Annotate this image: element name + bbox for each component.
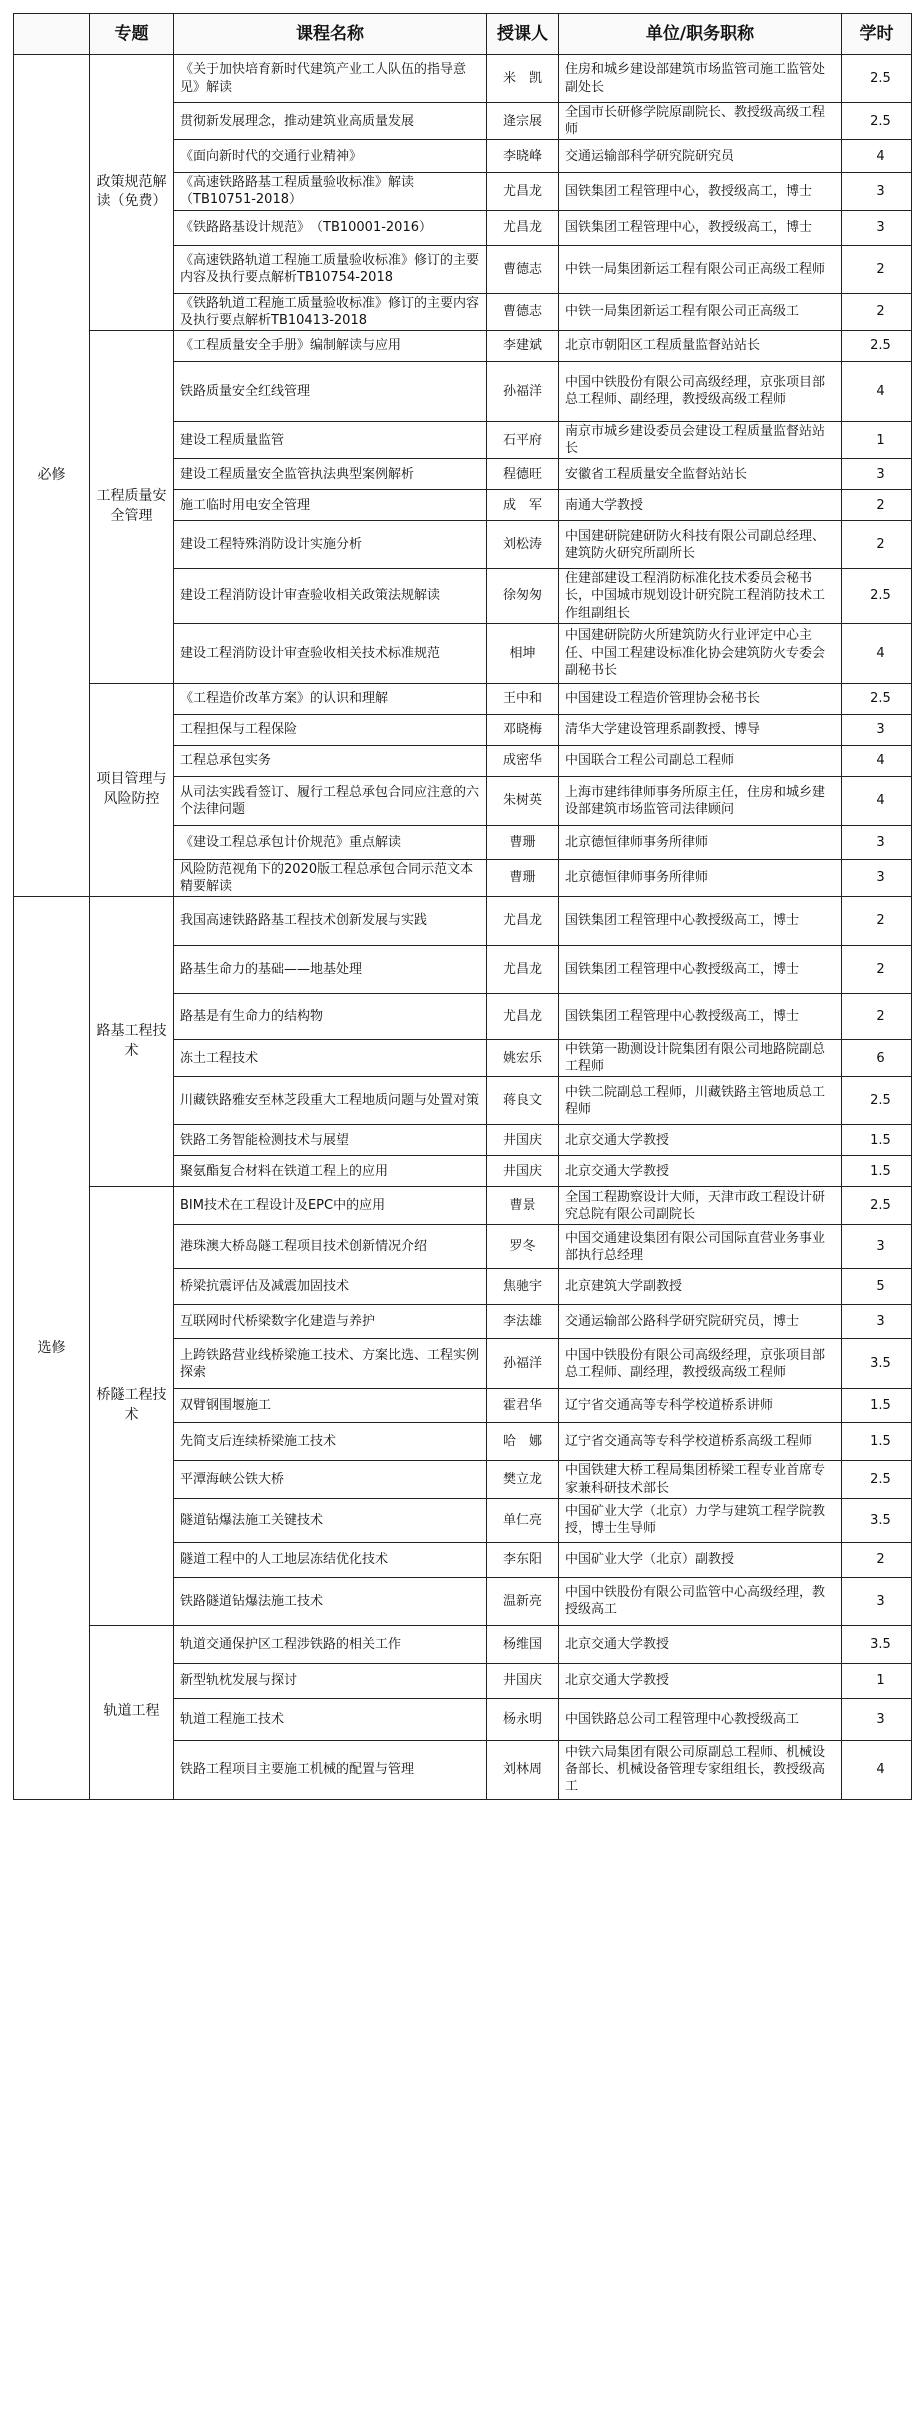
hours-cell: 2.5 xyxy=(842,683,912,714)
hours-cell: 3 xyxy=(842,1225,912,1269)
unit-title-cell: 住建部建设工程消防标准化技术委员会秘书长，中国城市规划设计研究院工程消防技术工作组副组长 xyxy=(559,569,842,623)
table-row xyxy=(14,1625,912,1663)
hours-cell: 3 xyxy=(842,459,912,490)
teacher-cell: 朱树英 xyxy=(487,776,559,825)
unit-title-cell: 北京市朝阳区工程质量监督站站长 xyxy=(559,330,842,361)
unit-title-cell: 中国建研院防火所建筑防火行业评定中心主任、中国工程建设标准化协会建筑防火专委会副秘书长 xyxy=(559,623,842,683)
unit-title-cell: 国铁集团工程管理中心教授级高工，博士 xyxy=(559,994,842,1040)
hours-cell: 4 xyxy=(842,623,912,683)
course-name-cell: 施工临时用电安全管理 xyxy=(174,490,487,521)
teacher-cell: 罗冬 xyxy=(487,1225,559,1269)
course-name-cell: 川藏铁路雅安至林芝段重大工程地质问题与处置对策 xyxy=(174,1077,487,1125)
hours-cell: 3 xyxy=(842,210,912,245)
hours-cell: 2.5 xyxy=(842,569,912,623)
hours-cell: 2 xyxy=(842,946,912,994)
hours-cell: 3.5 xyxy=(842,1339,912,1389)
unit-title-cell: 北京交通大学教授 xyxy=(559,1156,842,1187)
teacher-cell: 樊立龙 xyxy=(487,1461,559,1498)
hours-cell: 2 xyxy=(842,994,912,1040)
teacher-cell: 曹德志 xyxy=(487,245,559,293)
unit-title-cell: 全国市长研修学院原副院长、教授级高级工程师 xyxy=(559,103,842,140)
unit-title-cell: 辽宁省交通高等专科学校道桥系高级工程师 xyxy=(559,1423,842,1461)
hours-cell: 3 xyxy=(842,859,912,896)
hours-cell: 1 xyxy=(842,1663,912,1698)
course-table xyxy=(13,13,912,1800)
hours-cell: 3 xyxy=(842,1698,912,1740)
course-name-cell: 《关于加快培育新时代建筑产业工人队伍的指导意见》解读 xyxy=(174,55,487,103)
unit-title-cell: 交通运输部公路科学研究院研究员，博士 xyxy=(559,1305,842,1339)
unit-title-cell: 中国矿业大学（北京）副教授 xyxy=(559,1542,842,1577)
unit-title-cell: 中国铁路总公司工程管理中心教授级高工 xyxy=(559,1698,842,1740)
teacher-cell: 王中和 xyxy=(487,683,559,714)
teacher-cell: 徐匆匆 xyxy=(487,569,559,623)
teacher-cell: 姚宏乐 xyxy=(487,1040,559,1077)
unit-title-cell: 中国联合工程公司副总工程师 xyxy=(559,745,842,776)
course-name-cell: 铁路质量安全红线管理 xyxy=(174,361,487,421)
course-name-cell: BIM技术在工程设计及EPC中的应用 xyxy=(174,1187,487,1225)
teacher-cell: 霍君华 xyxy=(487,1389,559,1423)
teacher-cell: 杨维国 xyxy=(487,1625,559,1663)
course-name-cell: 《高速铁路轨道工程施工质量验收标准》修订的主要内容及执行要点解析TB10754-2018 xyxy=(174,245,487,293)
unit-title-cell: 北京交通大学教授 xyxy=(559,1663,842,1698)
header-course-name: 课程名称 xyxy=(174,14,487,55)
unit-title-cell: 安徽省工程质量安全监督站站长 xyxy=(559,459,842,490)
teacher-cell: 尤昌龙 xyxy=(487,994,559,1040)
hours-cell: 3 xyxy=(842,825,912,859)
unit-title-cell: 中国铁建大桥工程局集团桥梁工程专业首席专家兼科研技术部长 xyxy=(559,1461,842,1498)
unit-title-cell: 中国建设工程造价管理协会秘书长 xyxy=(559,683,842,714)
course-name-cell: 《工程造价改革方案》的认识和理解 xyxy=(174,683,487,714)
course-name-cell: 互联网时代桥梁数字化建造与养护 xyxy=(174,1305,487,1339)
course-name-cell: 《工程质量安全手册》编制解读与应用 xyxy=(174,330,487,361)
unit-title-cell: 中铁二院副总工程师，川藏铁路主管地质总工程师 xyxy=(559,1077,842,1125)
hours-cell: 2 xyxy=(842,897,912,946)
unit-title-cell: 中国中铁股份有限公司高级经理，京张项目部总工程师、副经理，教授级高级工程师 xyxy=(559,361,842,421)
hours-cell: 1.5 xyxy=(842,1389,912,1423)
course-name-cell: 轨道交通保护区工程涉铁路的相关工作 xyxy=(174,1625,487,1663)
teacher-cell: 尤昌龙 xyxy=(487,173,559,210)
teacher-cell: 李建斌 xyxy=(487,330,559,361)
hours-cell: 3 xyxy=(842,1305,912,1339)
hours-cell: 1.5 xyxy=(842,1156,912,1187)
unit-title-cell: 中铁第一勘测设计院集团有限公司地路院副总工程师 xyxy=(559,1040,842,1077)
course-name-cell: 港珠澳大桥岛隧工程项目技术创新情况介绍 xyxy=(174,1225,487,1269)
hours-cell: 3 xyxy=(842,714,912,745)
unit-title-cell: 南京市城乡建设委员会建设工程质量监督站站长 xyxy=(559,421,842,458)
topic-cell: 桥隧工程技术 xyxy=(90,1187,174,1625)
course-name-cell: 冻土工程技术 xyxy=(174,1040,487,1077)
unit-title-cell: 国铁集团工程管理中心，教授级高工，博士 xyxy=(559,210,842,245)
hours-cell: 3.5 xyxy=(842,1498,912,1542)
teacher-cell: 曹景 xyxy=(487,1187,559,1225)
table-row xyxy=(14,897,912,946)
course-name-cell: 建设工程质量安全监管执法典型案例解析 xyxy=(174,459,487,490)
hours-cell: 3 xyxy=(842,173,912,210)
teacher-cell: 米 凯 xyxy=(487,55,559,103)
hours-cell: 2.5 xyxy=(842,1077,912,1125)
course-name-cell: 建设工程质量监管 xyxy=(174,421,487,458)
course-name-cell: 聚氨酯复合材料在铁道工程上的应用 xyxy=(174,1156,487,1187)
unit-title-cell: 中国中铁股份有限公司监管中心高级经理，教授级高工 xyxy=(559,1577,842,1625)
teacher-cell: 李东阳 xyxy=(487,1542,559,1577)
unit-title-cell: 中国矿业大学（北京）力学与建筑工程学院教授，博士生导师 xyxy=(559,1498,842,1542)
hours-cell: 2.5 xyxy=(842,103,912,140)
course-name-cell: 贯彻新发展理念，推动建筑业高质量发展 xyxy=(174,103,487,140)
teacher-cell: 石平府 xyxy=(487,421,559,458)
unit-title-cell: 北京交通大学教授 xyxy=(559,1625,842,1663)
teacher-cell: 尤昌龙 xyxy=(487,946,559,994)
unit-title-cell: 北京德恒律师事务所律师 xyxy=(559,859,842,896)
teacher-cell: 曹德志 xyxy=(487,293,559,330)
teacher-cell: 单仁亮 xyxy=(487,1498,559,1542)
teacher-cell: 尤昌龙 xyxy=(487,210,559,245)
category-cell: 选修 xyxy=(14,897,90,1800)
teacher-cell: 李晓峰 xyxy=(487,140,559,173)
hours-cell: 1.5 xyxy=(842,1125,912,1156)
unit-title-cell: 上海市建纬律师事务所原主任，住房和城乡建设部建筑市场监管司法律顾问 xyxy=(559,776,842,825)
course-name-cell: 从司法实践看签订、履行工程总承包合同应注意的六个法律问题 xyxy=(174,776,487,825)
hours-cell: 4 xyxy=(842,361,912,421)
header-topic: 专题 xyxy=(90,14,174,55)
course-name-cell: 双臂钢围堰施工 xyxy=(174,1389,487,1423)
teacher-cell: 曹珊 xyxy=(487,859,559,896)
teacher-cell: 井国庆 xyxy=(487,1125,559,1156)
course-name-cell: 风险防范视角下的2020版工程总承包合同示范文本精要解读 xyxy=(174,859,487,896)
teacher-cell: 刘松涛 xyxy=(487,521,559,569)
course-name-cell: 路基是有生命力的结构物 xyxy=(174,994,487,1040)
topic-cell: 工程质量安全管理 xyxy=(90,330,174,683)
unit-title-cell: 辽宁省交通高等专科学校道桥系讲师 xyxy=(559,1389,842,1423)
course-name-cell: 轨道工程施工技术 xyxy=(174,1698,487,1740)
hours-cell: 1 xyxy=(842,421,912,458)
course-name-cell: 《铁路轨道工程施工质量验收标准》修订的主要内容及执行要点解析TB10413-2018 xyxy=(174,293,487,330)
hours-cell: 2 xyxy=(842,490,912,521)
course-name-cell: 我国高速铁路路基工程技术创新发展与实践 xyxy=(174,897,487,946)
unit-title-cell: 南通大学教授 xyxy=(559,490,842,521)
table-row xyxy=(14,1187,912,1225)
header-row xyxy=(14,14,912,55)
hours-cell: 2 xyxy=(842,521,912,569)
course-name-cell: 建设工程消防设计审查验收相关政策法规解读 xyxy=(174,569,487,623)
hours-cell: 3 xyxy=(842,1577,912,1625)
unit-title-cell: 国铁集团工程管理中心，教授级高工，博士 xyxy=(559,173,842,210)
course-name-cell: 工程担保与工程保险 xyxy=(174,714,487,745)
unit-title-cell: 住房和城乡建设部建筑市场监管司施工监管处副处长 xyxy=(559,55,842,103)
unit-title-cell: 北京德恒律师事务所律师 xyxy=(559,825,842,859)
teacher-cell: 哈 娜 xyxy=(487,1423,559,1461)
hours-cell: 6 xyxy=(842,1040,912,1077)
teacher-cell: 刘林周 xyxy=(487,1740,559,1799)
teacher-cell: 成 军 xyxy=(487,490,559,521)
unit-title-cell: 全国工程勘察设计大师，天津市政工程设计研究总院有限公司副院长 xyxy=(559,1187,842,1225)
topic-cell: 政策规范解读（免费） xyxy=(90,55,174,331)
teacher-cell: 成密华 xyxy=(487,745,559,776)
course-name-cell: 《铁路路基设计规范》 （TB10001-2016） xyxy=(174,210,487,245)
teacher-cell: 孙福洋 xyxy=(487,361,559,421)
teacher-cell: 尤昌龙 xyxy=(487,897,559,946)
teacher-cell: 相坤 xyxy=(487,623,559,683)
unit-title-cell: 中国中铁股份有限公司高级经理，京张项目部总工程师、副经理，教授级高级工程师 xyxy=(559,1339,842,1389)
course-name-cell: 上跨铁路营业线桥梁施工技术、方案比选、工程实例探索 xyxy=(174,1339,487,1389)
unit-title-cell: 交通运输部科学研究院研究员 xyxy=(559,140,842,173)
course-name-cell: 新型轨枕发展与探讨 xyxy=(174,1663,487,1698)
course-name-cell: 隧道工程中的人工地层冻结优化技术 xyxy=(174,1542,487,1577)
course-name-cell: 隧道钻爆法施工关键技术 xyxy=(174,1498,487,1542)
topic-cell: 路基工程技术 xyxy=(90,897,174,1187)
teacher-cell: 井国庆 xyxy=(487,1663,559,1698)
hours-cell: 4 xyxy=(842,776,912,825)
hours-cell: 3.5 xyxy=(842,1625,912,1663)
teacher-cell: 逄宗展 xyxy=(487,103,559,140)
hours-cell: 2.5 xyxy=(842,1187,912,1225)
table-row xyxy=(14,330,912,361)
course-name-cell: 平潭海峡公铁大桥 xyxy=(174,1461,487,1498)
course-name-cell: 工程总承包实务 xyxy=(174,745,487,776)
hours-cell: 5 xyxy=(842,1269,912,1305)
teacher-cell: 邓晓梅 xyxy=(487,714,559,745)
hours-cell: 2.5 xyxy=(842,1461,912,1498)
hours-cell: 4 xyxy=(842,1740,912,1799)
teacher-cell: 焦驰宇 xyxy=(487,1269,559,1305)
topic-cell: 轨道工程 xyxy=(90,1625,174,1799)
unit-title-cell: 北京交通大学教授 xyxy=(559,1125,842,1156)
unit-title-cell: 国铁集团工程管理中心教授级高工，博士 xyxy=(559,946,842,994)
hours-cell: 4 xyxy=(842,140,912,173)
course-name-cell: 《建设工程总承包计价规范》重点解读 xyxy=(174,825,487,859)
hours-cell: 2 xyxy=(842,1542,912,1577)
teacher-cell: 温新亮 xyxy=(487,1577,559,1625)
header-unit-title: 单位/职务职称 xyxy=(559,14,842,55)
course-name-cell: 桥梁抗震评估及减震加固技术 xyxy=(174,1269,487,1305)
header-hours: 学时 xyxy=(842,14,912,55)
hours-cell: 1.5 xyxy=(842,1423,912,1461)
table-row xyxy=(14,55,912,103)
course-name-cell: 《高速铁路路基工程质量验收标准》解读（TB10751-2018） xyxy=(174,173,487,210)
unit-title-cell: 中铁一局集团新运工程有限公司正高级工 xyxy=(559,293,842,330)
course-name-cell: 先简支后连续桥梁施工技术 xyxy=(174,1423,487,1461)
category-cell: 必修 xyxy=(14,55,90,897)
course-name-cell: 铁路隧道钻爆法施工技术 xyxy=(174,1577,487,1625)
teacher-cell: 程德旺 xyxy=(487,459,559,490)
teacher-cell: 蒋良文 xyxy=(487,1077,559,1125)
table-row xyxy=(14,683,912,714)
teacher-cell: 井国庆 xyxy=(487,1156,559,1187)
hours-cell: 2 xyxy=(842,293,912,330)
unit-title-cell: 清华大学建设管理系副教授、博导 xyxy=(559,714,842,745)
teacher-cell: 孙福洋 xyxy=(487,1339,559,1389)
course-name-cell: 铁路工程项目主要施工机械的配置与管理 xyxy=(174,1740,487,1799)
hours-cell: 2.5 xyxy=(842,330,912,361)
teacher-cell: 曹珊 xyxy=(487,825,559,859)
course-name-cell: 路基生命力的基础——地基处理 xyxy=(174,946,487,994)
unit-title-cell: 中国建研院建研防火科技有限公司副总经理、建筑防火研究所副所长 xyxy=(559,521,842,569)
hours-cell: 4 xyxy=(842,745,912,776)
unit-title-cell: 北京建筑大学副教授 xyxy=(559,1269,842,1305)
unit-title-cell: 国铁集团工程管理中心教授级高工，博士 xyxy=(559,897,842,946)
hours-cell: 2.5 xyxy=(842,55,912,103)
course-name-cell: 建设工程消防设计审查验收相关技术标准规范 xyxy=(174,623,487,683)
topic-cell: 项目管理与风险防控 xyxy=(90,683,174,896)
teacher-cell: 李法雄 xyxy=(487,1305,559,1339)
course-name-cell: 铁路工务智能检测技术与展望 xyxy=(174,1125,487,1156)
unit-title-cell: 中铁一局集团新运工程有限公司正高级工程师 xyxy=(559,245,842,293)
unit-title-cell: 中铁六局集团有限公司原副总工程师、机械设备部长、机械设备管理专家组组长，教授级高工 xyxy=(559,1740,842,1799)
unit-title-cell: 中国交通建设集团有限公司国际直营业务事业部执行总经理 xyxy=(559,1225,842,1269)
hours-cell: 2 xyxy=(842,245,912,293)
teacher-cell: 杨永明 xyxy=(487,1698,559,1740)
course-name-cell: 建设工程特殊消防设计实施分析 xyxy=(174,521,487,569)
header-category xyxy=(14,14,90,55)
header-teacher: 授课人 xyxy=(487,14,559,55)
course-name-cell: 《面向新时代的交通行业精神》 xyxy=(174,140,487,173)
